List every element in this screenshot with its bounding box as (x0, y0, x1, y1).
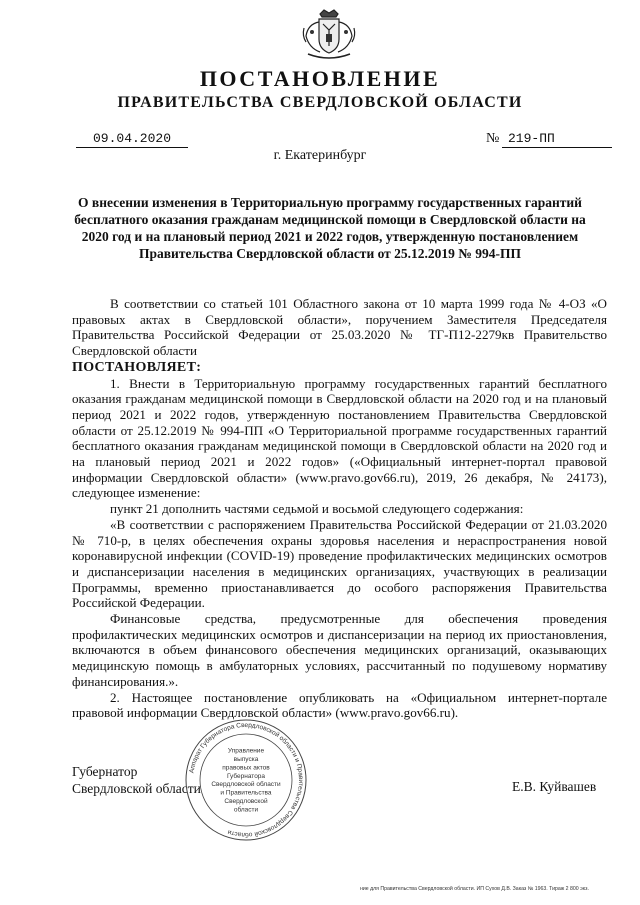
stamp-inner-line: Управление (227, 747, 265, 755)
clause-1-paragraph: 1. Внести в Территориальную программу государственных гарантий бесплатного оказания гражданам медицинской помощи в Свердловской области на 2020 год и на плановый период 2021 и 2022 годов, утвержденную постановлением Правительства Свердловской области от 25.12.2019 № 994-ПП «О Территориальной программе государственных гарантий бесплатного оказания гражданам медицинской помощи в Свердловской области на 2020 год и на плановый период 2021 и 2022 годов» («Официальный интернет-портал правовой информации Свердловской области» (www.pravo.gov66.ru), 2019, 26 декабря, № 24173), следующее изменение: (72, 375, 607, 501)
stamp-inner-line: Губернатора (226, 772, 266, 780)
signatory-position-line2: Свердловской области (72, 781, 201, 796)
document-subject: О внесении изменения в Территориальную программу государственных гарантий бесплатного оказания гражданам медицинской помощи в Свердловской области на 2020 год и на плановый период 2021 и 2022 годов, утвержденную постановлением Правительства Свердловской области от 25.12.2019 № 994-ПП (74, 195, 586, 261)
number-sign: № (486, 131, 500, 146)
print-footer: ние для Правительства Свердловской области. ИП Сухов Д.В. Заказ № 1963. Тираж 2 800 экз. (360, 886, 589, 892)
stamp-inner-line: Свердловской области (211, 781, 281, 789)
stamp-inner-line: выпуска (233, 756, 259, 763)
stamp-inner-line: области (233, 806, 259, 814)
decree-heading: ПОСТАНОВЛЯЕТ: (72, 359, 202, 375)
clause-2-paragraph: 2. Настоящее постановление опубликовать на «Официальном интернет-портале правовой информации Свердловской области» (www.pravo.gov66.ru). (72, 689, 607, 721)
stamp-inner-text (211, 748, 281, 814)
document-body (72, 296, 607, 721)
signatory-position-line1: Губернатор (72, 764, 138, 779)
document-title: ПОСТАНОВЛЕНИЕ (199, 66, 441, 91)
document-number: 219-ПП (502, 131, 612, 148)
document-issuer: ПРАВИТЕЛЬСТВА СВЕРДЛОВСКОЙ ОБЛАСТИ (117, 94, 523, 111)
stamp-ring-text: Аппарат Губернатора Свердловской области и Правительства Свердловской области (188, 721, 305, 839)
document-city: г. Екатеринбург (273, 148, 367, 163)
amendment-intro-paragraph: пункт 21 дополнить частями седьмой и восьмой следующего содержания: (110, 501, 524, 517)
stamp-inner-line: правовых актов (222, 764, 270, 772)
document-date: 09.04.2020 (76, 131, 188, 148)
signatory-position (72, 763, 201, 797)
preamble-paragraph: В соответствии со статьей 101 Областного закона от 10 марта 1999 года № 4-ОЗ «О правовых актах в Свердловской области», поручением Заместителя Председателя Правительства Российской Федерации от 25.03.2020 № ТГ-П12-2279кв Правительство Свердловской области (72, 296, 607, 359)
amendment-text-paragraph: «В соответствии с распоряжением Правительства Российской Федерации от 21.03.2020 № 710-р, в целях обеспечения охраны здоровья населения и нераспространения новой коронавирусной инфекции (COVID-19) проведение профилактических медицинских осмотров и диспансеризации населения в медицинских организациях, участвующих в реализации Программы, временно приостанавливается до особого распоряжения Правительства Российской Федерации. (72, 516, 607, 611)
stamp-inner-line: Свердловской (224, 798, 268, 805)
amendment-finance-paragraph: Финансовые средства, предусмотренные для обеспечения проведения профилактических медицинских осмотров и диспансеризации на период их приостановления, включаются в объем финансового обеспечения медицинских организаций, оказывающих медицинскую помощь в амбулаторных условиях, рассчитанный по подушевому нормативу финансирования.». (72, 611, 607, 689)
official-stamp (184, 718, 308, 842)
coat-of-arms-emblem (300, 8, 358, 62)
signatory-name: Е.В. Куйвашев (512, 779, 597, 794)
stamp-inner-line: и Правительства (220, 789, 272, 797)
